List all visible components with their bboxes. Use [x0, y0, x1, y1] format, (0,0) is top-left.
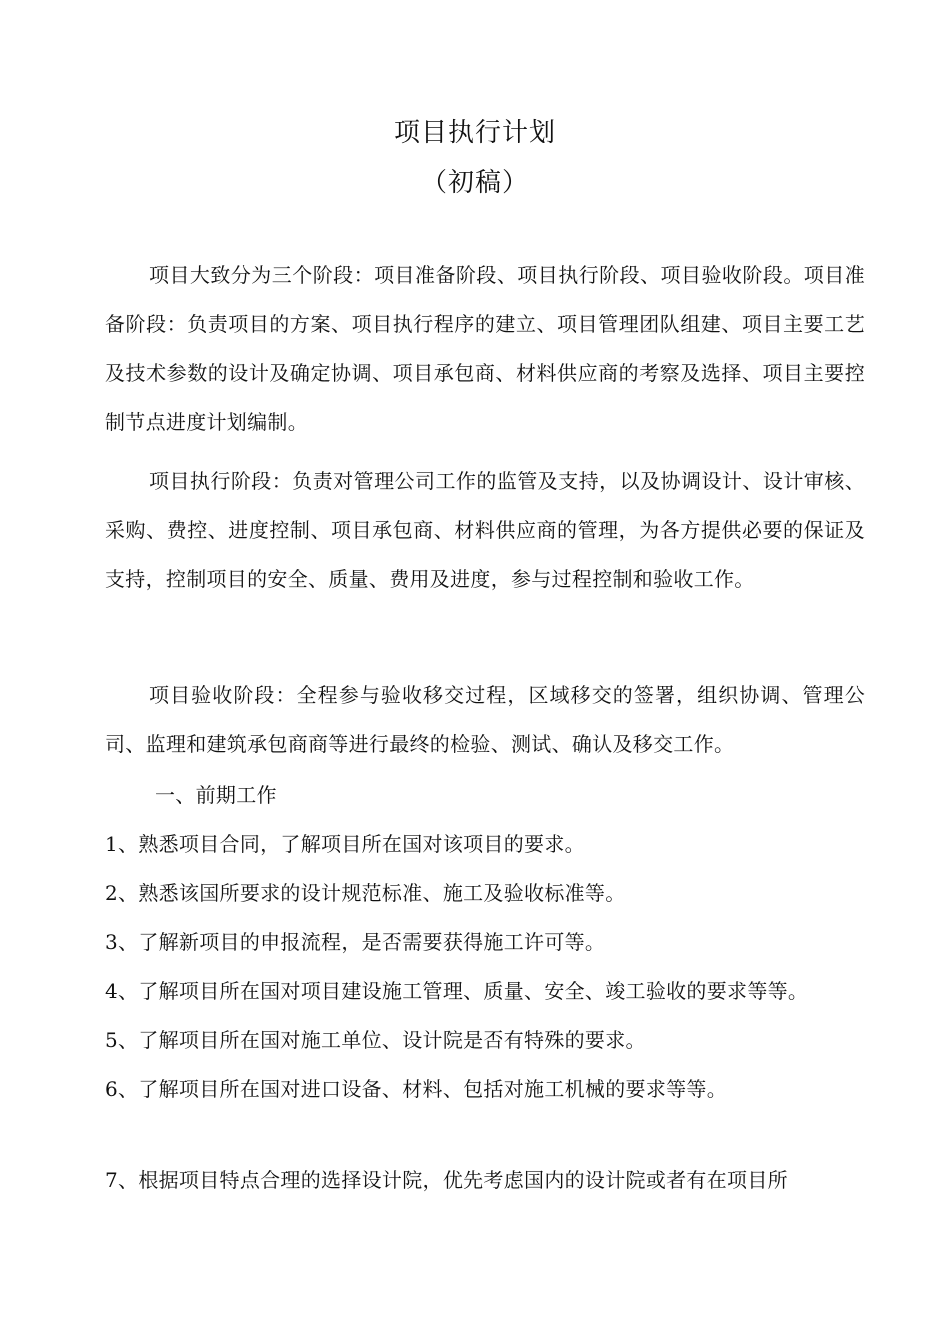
- list-item: 6、了解项目所在国对进口设备、材料、包括对施工机械的要求等等。: [105, 1077, 728, 1101]
- list-item: 7、根据项目特点合理的选择设计院，优先考虑国内的设计院或者有在项目所: [105, 1168, 788, 1192]
- section-heading-preliminary-work: 一、前期工作: [155, 783, 277, 807]
- list-item: 1、熟悉项目合同，了解项目所在国对该项目的要求。: [105, 832, 585, 856]
- list-item: 5、了解项目所在国对施工单位、设计院是否有特殊的要求。: [105, 1028, 646, 1052]
- preliminary-work-list-continued: [105, 1156, 885, 1205]
- preliminary-work-list: [105, 820, 885, 1114]
- intro-paragraph: 项目大致分为三个阶段：项目准备阶段、项目执行阶段、项目验收阶段。项目准备阶段：负责项目的方案、项目执行程序的建立、项目管理团队组建、项目主要工艺及技术参数的设计及确定协调、项目承包商、材料供应商的考察及选择、项目主要控制节点进度计划编制。: [105, 263, 865, 434]
- document-title: 项目执行计划: [393, 118, 556, 148]
- list-item: 4、了解项目所在国对项目建设施工管理、质量、安全、竣工验收的要求等等。: [105, 979, 809, 1003]
- acceptance-stage-paragraph: 项目验收阶段：全程参与验收移交过程，区域移交的签署，组织协调、管理公司、监理和建筑承包商商等进行最终的检验、测试、确认及移交工作。: [105, 683, 865, 756]
- document-subtitle: （初稿）: [420, 168, 529, 198]
- execution-stage-paragraph: 项目执行阶段：负责对管理公司工作的监管及支持，以及协调设计、设计审核、采购、费控、进度控制、项目承包商、材料供应商的管理，为各方提供必要的保证及支持，控制项目的安全、质量、费用及进度，参与过程控制和验收工作。: [105, 469, 865, 591]
- list-item: 2、熟悉该国所要求的设计规范标准、施工及验收标准等。: [105, 881, 626, 905]
- list-item: 3、了解新项目的申报流程，是否需要获得施工许可等。: [105, 930, 606, 954]
